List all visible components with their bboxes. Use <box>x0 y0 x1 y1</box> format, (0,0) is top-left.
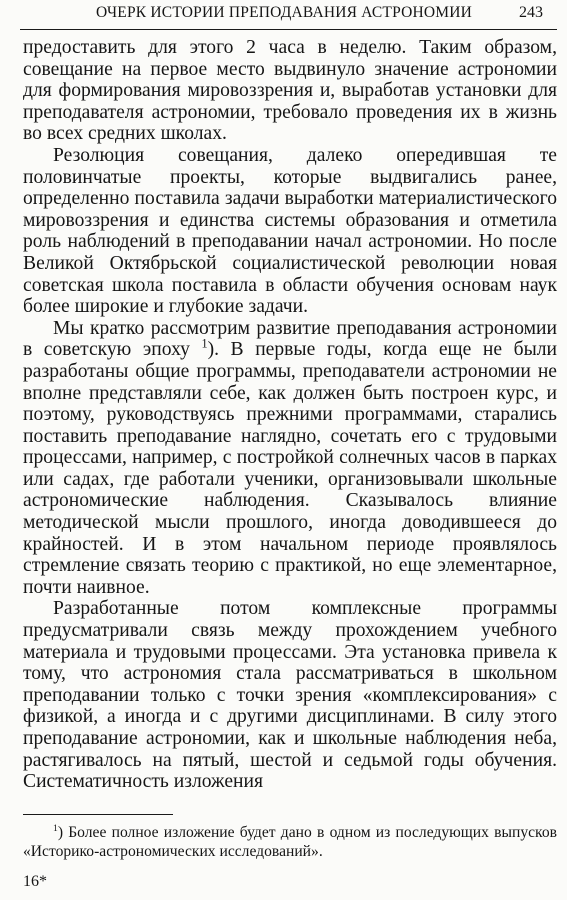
signature-mark: 16* <box>23 873 47 890</box>
paragraph-3-text-start: Мы кратко рассмотрим развитие преподавания астрономии в советскую эпоху <box>23 317 557 361</box>
footnote-text: ) Более полное изложение будет дано в одном из последующих выпусков «Историко-астрономических исследований». <box>23 824 557 860</box>
footnote-reference: 1 <box>201 336 208 351</box>
footnote-rule <box>23 814 173 815</box>
running-title: ОЧЕРК ИСТОРИИ ПРЕПОДАВАНИЯ АСТРОНОМИИ <box>96 4 473 21</box>
body-text <box>23 37 557 793</box>
page-number: 243 <box>519 4 543 21</box>
paragraph-4: Разработанные потом комплексные программы предусматривали связь между прохождением учебного материала и трудовыми процессами. Эта установка привела к тому, что астрономия стала рассматриваться в школьном преподавании только с точки зрения «комплексирования» с физикой, а иногда и с другими дисциплинами. В силу этого преподавание астрономии, как и школьные наблюдения неба, растягивалось на пятый, шестой и седьмой годы обучения. Систематичность изложения <box>23 598 557 793</box>
paragraph-3 <box>23 318 557 599</box>
paragraph-3-text-end: ). В первые годы, когда еще не были разработаны общие программы, преподаватели астрономии не вполне представляли себе, как должен быть построен курс, и поэтому, руководствуясь прежними программами, старались поставить преподавание наглядно, сочетать его с трудовыми процессами, например, с постройкой солнечных часов в парках или садах, где работали ученики, организовывали школьные астрономические наблюдения. Сказывалось влияние методической мысли прошлого, иногда доводившееся до крайностей. И в этом начальном периоде проявлялось стремление связать теорию с практикой, но еще элементарное, почти наивное. <box>23 339 557 598</box>
header-rule <box>20 29 557 30</box>
paragraph-1: предоставить для этого 2 часа в неделю. Таким образом, совещание на первое место выдвинуло значение астрономии для формирования мировоззрения и, выработав установки для преподавателя астрономии, требовало проведения их в жизнь во всех средних школах. <box>23 37 557 145</box>
footnote-marker: 1 <box>53 822 58 834</box>
paragraph-2: Резолюция совещания, далеко опередившая те половинчатые проекты, которые выдвигались ранее, определенно поставила задачи выработки материалистического мировоззрения и единства системы образования и отметила роль наблюдений в преподавании начал астрономии. Но после Великой Октябрьской социалистической революции новая советская школа поставила в области обучения основам наук более широкие и глубокие задачи. <box>23 144 557 318</box>
footnote <box>23 823 557 861</box>
